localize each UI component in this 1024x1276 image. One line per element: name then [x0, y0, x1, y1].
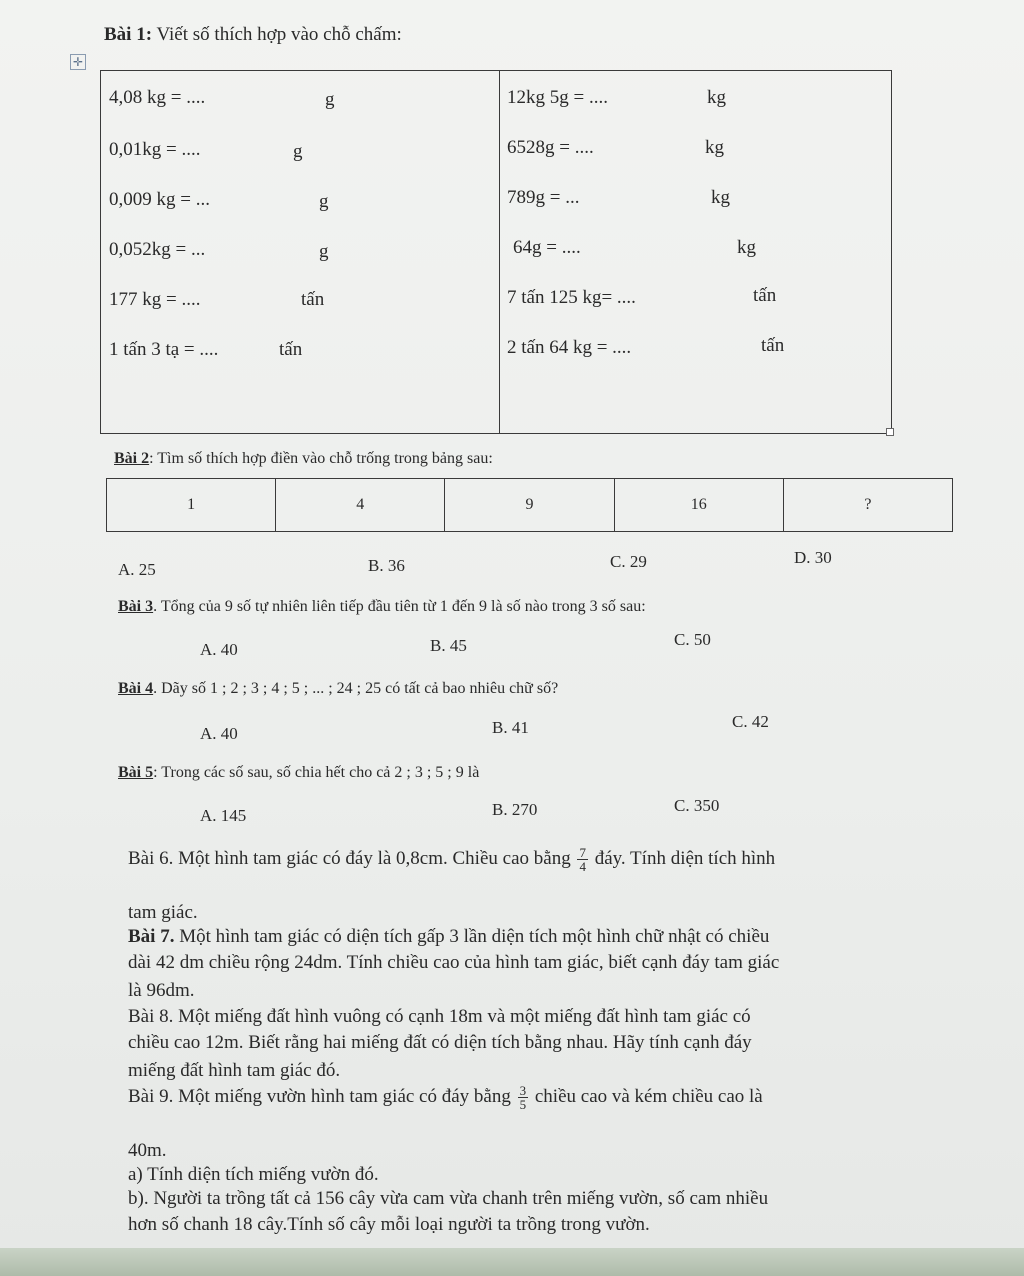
bai6-fraction-denominator: 4 [579, 859, 586, 875]
bai1-right-expr-6: 2 tấn 64 kg = .... [507, 337, 632, 358]
bai1-right-unit-6: tấn [761, 335, 785, 356]
bai2-title-text: : Tìm số thích hợp điền vào chỗ trống trong bảng sau: [149, 450, 493, 467]
bai1-left-expr-2: 0,01kg = .... [109, 139, 201, 160]
bai1-title-text: Viết số thích hợp vào chỗ chấm: [156, 24, 402, 45]
bai9-part-a: a) Tính diện tích miếng vườn đó. [128, 1164, 379, 1185]
bai7-line1 [128, 924, 958, 950]
bai2-cell: ? [864, 496, 872, 513]
bai1-left-unit-3: g [319, 191, 329, 212]
bai1-left-unit-6: tấn [279, 339, 303, 360]
bai6-fraction [577, 846, 588, 873]
bai2-option-a: A. 25 [118, 560, 156, 579]
bai9-line1 [128, 1084, 958, 1111]
bai1-title [104, 24, 402, 46]
bai4-title [118, 680, 558, 698]
bai1-left-expr-6: 1 tấn 3 tạ = .... [109, 339, 219, 360]
bai1-right-unit-4: kg [737, 237, 756, 258]
bai9-text-after: chiều cao và kém chiều cao là [534, 1086, 763, 1107]
bai3-option-b: B. 45 [430, 636, 467, 655]
bai3-option-c: C. 50 [674, 630, 711, 649]
bai3-title-text: . Tổng của 9 số tự nhiên liên tiếp đầu tiên từ 1 đến 9 là số nào trong 3 số sau: [153, 598, 646, 615]
bai2-title [114, 450, 493, 468]
bai3-title-prefix: Bài 3 [118, 598, 154, 615]
bai9-part-b-line1: b). Người ta trồng tất cả 156 cây vừa cam vừa chanh trên miếng vườn, số cam nhiều [128, 1188, 769, 1209]
bai1-right-unit-2: kg [705, 137, 724, 158]
bai5-title-text: : Trong các số sau, số chia hết cho cả 2 ; 3 ; 5 ; 9 là [153, 764, 480, 781]
bai2-title-prefix: Bài 2 [114, 450, 150, 467]
bai7-prefix: Bài 7. [128, 926, 175, 947]
bai2-cell: 4 [276, 479, 445, 531]
bai6-line1 [128, 846, 958, 873]
bai2-cell: 16 [615, 479, 784, 531]
bai6-text-before: Bài 6. Một hình tam giác có đáy là 0,8cm. Chiều cao bằng [128, 848, 571, 869]
bai3-option-a: A. 40 [200, 640, 238, 659]
bai1-right-unit-5: tấn [753, 285, 777, 306]
bai9-line2: 40m. [128, 1140, 167, 1161]
bai1-right-expr-1: 12kg 5g = .... [507, 87, 608, 108]
bai8-line2: chiều cao 12m. Biết rằng hai miếng đất có diện tích bằng nhau. Hãy tính cạnh đáy [128, 1032, 752, 1053]
bai7-line2: dài 42 dm chiều rộng 24dm. Tính chiều cao của hình tam giác, biết cạnh đáy tam giác [128, 952, 780, 973]
bai5-option-c: C. 350 [674, 796, 720, 815]
taskbar [0, 1248, 1024, 1276]
bai9-part-b-line2: hơn số chanh 18 cây.Tính số cây mỗi loại người ta trồng trong vườn. [128, 1214, 650, 1235]
bai3-title [118, 598, 646, 616]
bai6-fraction-numerator: 7 [579, 845, 586, 861]
bai1-left-expr-5: 177 kg = .... [109, 289, 201, 310]
bai2-option-c: C. 29 [610, 552, 647, 571]
bai2-cell: 9 [445, 479, 614, 531]
bai2-sequence-table [106, 478, 953, 532]
bai4-title-text: . Dãy số 1 ; 2 ; 3 ; 4 ; 5 ; ... ; 24 ; 25 có tất cả bao nhiêu chữ số? [153, 680, 559, 697]
bai2-option-b: B. 36 [368, 556, 405, 575]
bai9-fraction-numerator: 3 [519, 1083, 527, 1099]
bai1-table-divider [499, 71, 500, 433]
bai2-cell: 1 [107, 479, 276, 531]
bai1-left-expr-1: 4,08 kg = .... [109, 87, 206, 108]
move-anchor-icon[interactable]: ✛ [70, 54, 86, 70]
bai7-line3: là 96dm. [128, 980, 195, 1001]
bai1-right-unit-3: kg [711, 187, 730, 208]
bai9-fraction [518, 1084, 529, 1111]
bai6-text-after: đáy. Tính diện tích hình [594, 848, 776, 869]
bai9-fraction-denominator: 5 [519, 1097, 527, 1113]
bai1-right-expr-4: 64g = .... [513, 237, 581, 258]
bai1-left-unit-2: g [293, 141, 303, 162]
bai1-left-unit-1: g [325, 89, 335, 110]
bai1-left-expr-4: 0,052kg = ... [109, 239, 206, 260]
table-resize-handle[interactable] [886, 428, 894, 436]
bai4-title-prefix: Bài 4 [118, 680, 154, 697]
bai1-title-prefix: Bài 1: [104, 24, 153, 45]
bai5-title [118, 764, 479, 782]
bai7-line1-text: Một hình tam giác có diện tích gấp 3 lần diện tích một hình chữ nhật có chiều [174, 926, 770, 947]
bai8-line1: Bài 8. Một miếng đất hình vuông có cạnh 18m và một miếng đất hình tam giác có [128, 1006, 751, 1027]
bai5-option-a: A. 145 [200, 806, 247, 825]
bai1-left-unit-4: g [319, 241, 329, 262]
bai5-option-b: B. 270 [492, 800, 538, 819]
bai9-text-before: Bài 9. Một miếng vườn hình tam giác có đáy bằng [128, 1086, 511, 1107]
bai4-option-c: C. 42 [732, 712, 769, 731]
bai2-option-d: D. 30 [794, 548, 832, 567]
bai6-line2: tam giác. [128, 902, 198, 923]
bai1-left-unit-5: tấn [301, 289, 325, 310]
bai4-option-a: A. 40 [200, 724, 238, 743]
bai1-right-expr-2: 6528g = .... [507, 137, 594, 158]
bai5-title-prefix: Bài 5 [118, 764, 154, 781]
bai1-left-expr-3: 0,009 kg = ... [109, 189, 210, 210]
bai4-option-b: B. 41 [492, 718, 529, 737]
bai1-right-expr-5: 7 tấn 125 kg= .... [507, 287, 636, 308]
bai1-right-unit-1: kg [707, 87, 726, 108]
bai8-line3: miếng đất hình tam giác đó. [128, 1060, 341, 1081]
bai1-table [100, 70, 892, 434]
bai1-right-expr-3: 789g = ... [507, 187, 580, 208]
